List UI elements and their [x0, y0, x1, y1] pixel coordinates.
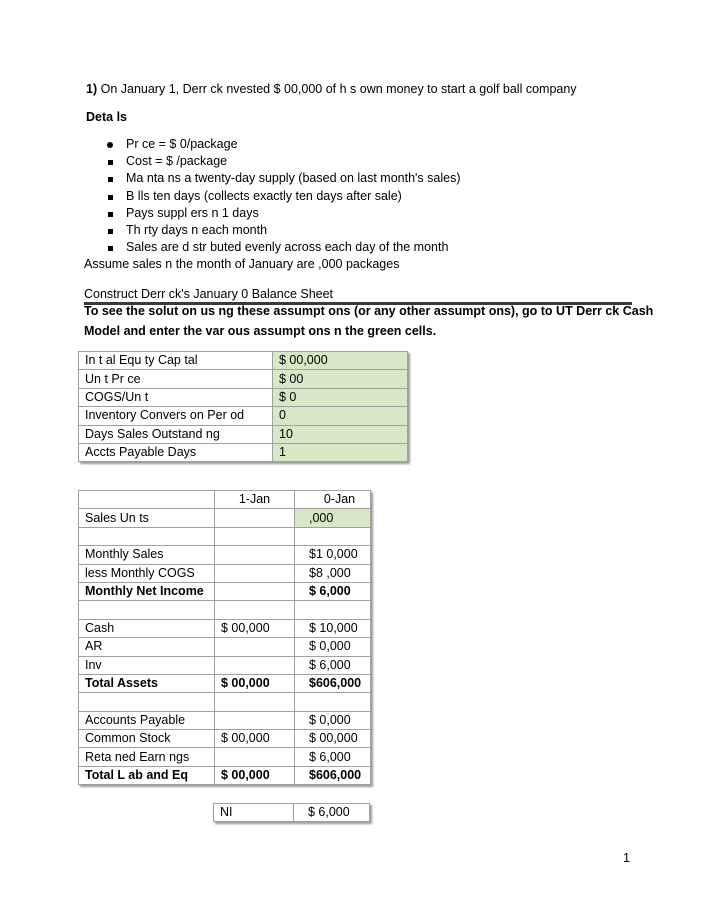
list-item: [104, 153, 461, 170]
list-item-text: Cost = $ /package: [126, 154, 228, 169]
cell-jan30: $ 00,000: [295, 730, 371, 748]
table-row: [79, 748, 371, 766]
header-cell-jan1: 1-Jan: [215, 491, 295, 509]
page-number: 1: [623, 851, 630, 865]
bullet-square-icon: [104, 170, 116, 187]
details-heading: Deta ls: [86, 110, 127, 124]
assumption-label: Accts Payable Days: [79, 443, 273, 461]
table-row: [79, 674, 371, 692]
list-item: [104, 205, 461, 222]
cell-jan1: $ 00,000: [215, 766, 295, 784]
list-item: [104, 136, 461, 153]
assumptions-table: [78, 351, 408, 462]
row-label: less Monthly COGS: [79, 564, 215, 582]
assumption-input-cell[interactable]: 0: [273, 407, 408, 425]
list-item-text: Pays suppl ers n 1 days: [126, 205, 259, 220]
cell-jan1: [215, 582, 295, 600]
intro-text: On January 1, Derr ck nvested $ 00,000 of h s own money to start a golf ball company: [97, 82, 577, 96]
assumption-input-cell[interactable]: $ 0: [273, 388, 408, 406]
row-label: Inv: [79, 656, 215, 674]
net-income-table: [213, 803, 370, 822]
table-row: [79, 638, 371, 656]
cell-jan30: $ 6,000: [295, 582, 371, 600]
list-item: [104, 239, 461, 256]
cell-jan30: $ 0,000: [295, 711, 371, 729]
assumption-label: In t al Equ ty Cap tal: [79, 352, 273, 370]
assumption-input-cell[interactable]: 10: [273, 425, 408, 443]
row-label: Cash: [79, 619, 215, 637]
list-item-text: Pr ce = $ 0/package: [126, 137, 238, 151]
assume-sales-line: Assume sales n the month of January are ,000 packages: [84, 257, 400, 271]
table-row: [79, 582, 371, 600]
bullet-square-icon: [104, 222, 116, 239]
cell-jan1: [215, 656, 295, 674]
list-item-text: Th rty days n each month: [126, 222, 268, 237]
cell-jan1: [215, 546, 295, 564]
table-row: [79, 352, 408, 370]
row-label: Monthly Net Income: [79, 582, 215, 600]
cell-jan30: $ 0,000: [295, 638, 371, 656]
ni-label: NI: [214, 804, 294, 822]
list-item-text: Ma nta ns a twenty-day supply (based on last month's sales): [126, 171, 461, 186]
sales-units-input-cell[interactable]: ,000: [295, 509, 371, 527]
cell-jan30: $8 ,000: [295, 564, 371, 582]
row-label: Monthly Sales: [79, 546, 215, 564]
bullet-square-icon: [104, 153, 116, 170]
table-row: [79, 443, 408, 461]
table-row: [79, 564, 371, 582]
assumption-input-cell[interactable]: $ 00,000: [273, 352, 408, 370]
spacer-row: [79, 601, 371, 619]
list-item: [104, 170, 461, 187]
spacer-row: [79, 693, 371, 711]
intro-line: [86, 82, 577, 96]
cell-jan1: $ 00,000: [215, 619, 295, 637]
assumption-input-cell[interactable]: 1: [273, 443, 408, 461]
instruction-line-1: To see the solut on us ng these assumpt ons (or any other assumpt ons), go to UT Derr ck Cash: [84, 304, 654, 318]
assumption-label: Un t Pr ce: [79, 370, 273, 388]
bullet-square-icon: [104, 239, 116, 256]
cell-jan1: [215, 638, 295, 656]
table-row: [79, 388, 408, 406]
details-list: [104, 136, 461, 256]
row-label: Total Assets: [79, 674, 215, 692]
table-row: [79, 425, 408, 443]
row-label: Total L ab and Eq: [79, 766, 215, 784]
cell-jan1: $ 00,000: [215, 674, 295, 692]
table-row: [79, 546, 371, 564]
bullet-square-icon: [104, 188, 116, 205]
sales-units-row: [79, 509, 371, 527]
assumption-label: Inventory Convers on Per od: [79, 407, 273, 425]
row-label: Sales Un ts: [79, 509, 215, 527]
table-row: [79, 407, 408, 425]
table-row: [214, 804, 370, 822]
cell-jan30: $606,000: [295, 674, 371, 692]
bullet-square-icon: [104, 205, 116, 222]
assumption-input-cell[interactable]: $ 00: [273, 370, 408, 388]
list-item-text: B lls ten days (collects exactly ten days after sale): [126, 188, 402, 203]
row-label: Common Stock: [79, 730, 215, 748]
assumption-label: Days Sales Outstand ng: [79, 425, 273, 443]
construct-line: Construct Derr ck's January 0 Balance Sheet: [84, 287, 334, 301]
balance-sheet-table: [78, 490, 371, 785]
header-cell-jan30: 0-Jan: [295, 491, 371, 509]
table-row: [79, 656, 371, 674]
question-number: 1): [86, 82, 98, 96]
table-row: [79, 766, 371, 784]
list-item-text: Sales are d str buted evenly across each day of the month: [126, 240, 449, 255]
table-row: [79, 370, 408, 388]
list-item: [104, 222, 461, 239]
cell-jan30: $606,000: [295, 766, 371, 784]
table-row: [79, 730, 371, 748]
table-row: [79, 619, 371, 637]
header-row: [79, 491, 371, 509]
cell-jan30: $ 10,000: [295, 619, 371, 637]
header-cell: [79, 491, 215, 509]
spacer-row: [79, 527, 371, 545]
bullet-dot-icon: [104, 136, 116, 153]
row-label: Reta ned Earn ngs: [79, 748, 215, 766]
cell-jan1: [215, 711, 295, 729]
instruction-line-2: Model and enter the var ous assumpt ons n the green cells.: [84, 324, 437, 338]
cell-jan1: $ 00,000: [215, 730, 295, 748]
cell-jan1: [215, 748, 295, 766]
cell-jan30: $ 6,000: [295, 748, 371, 766]
cell-jan1: [215, 564, 295, 582]
cell-jan30: $ 6,000: [295, 656, 371, 674]
table-row: [79, 711, 371, 729]
row-label: Accounts Payable: [79, 711, 215, 729]
cell-jan30: $1 0,000: [295, 546, 371, 564]
assumption-label: COGS/Un t: [79, 388, 273, 406]
list-item: [104, 188, 461, 205]
ni-value: $ 6,000: [294, 804, 370, 822]
row-label: AR: [79, 638, 215, 656]
